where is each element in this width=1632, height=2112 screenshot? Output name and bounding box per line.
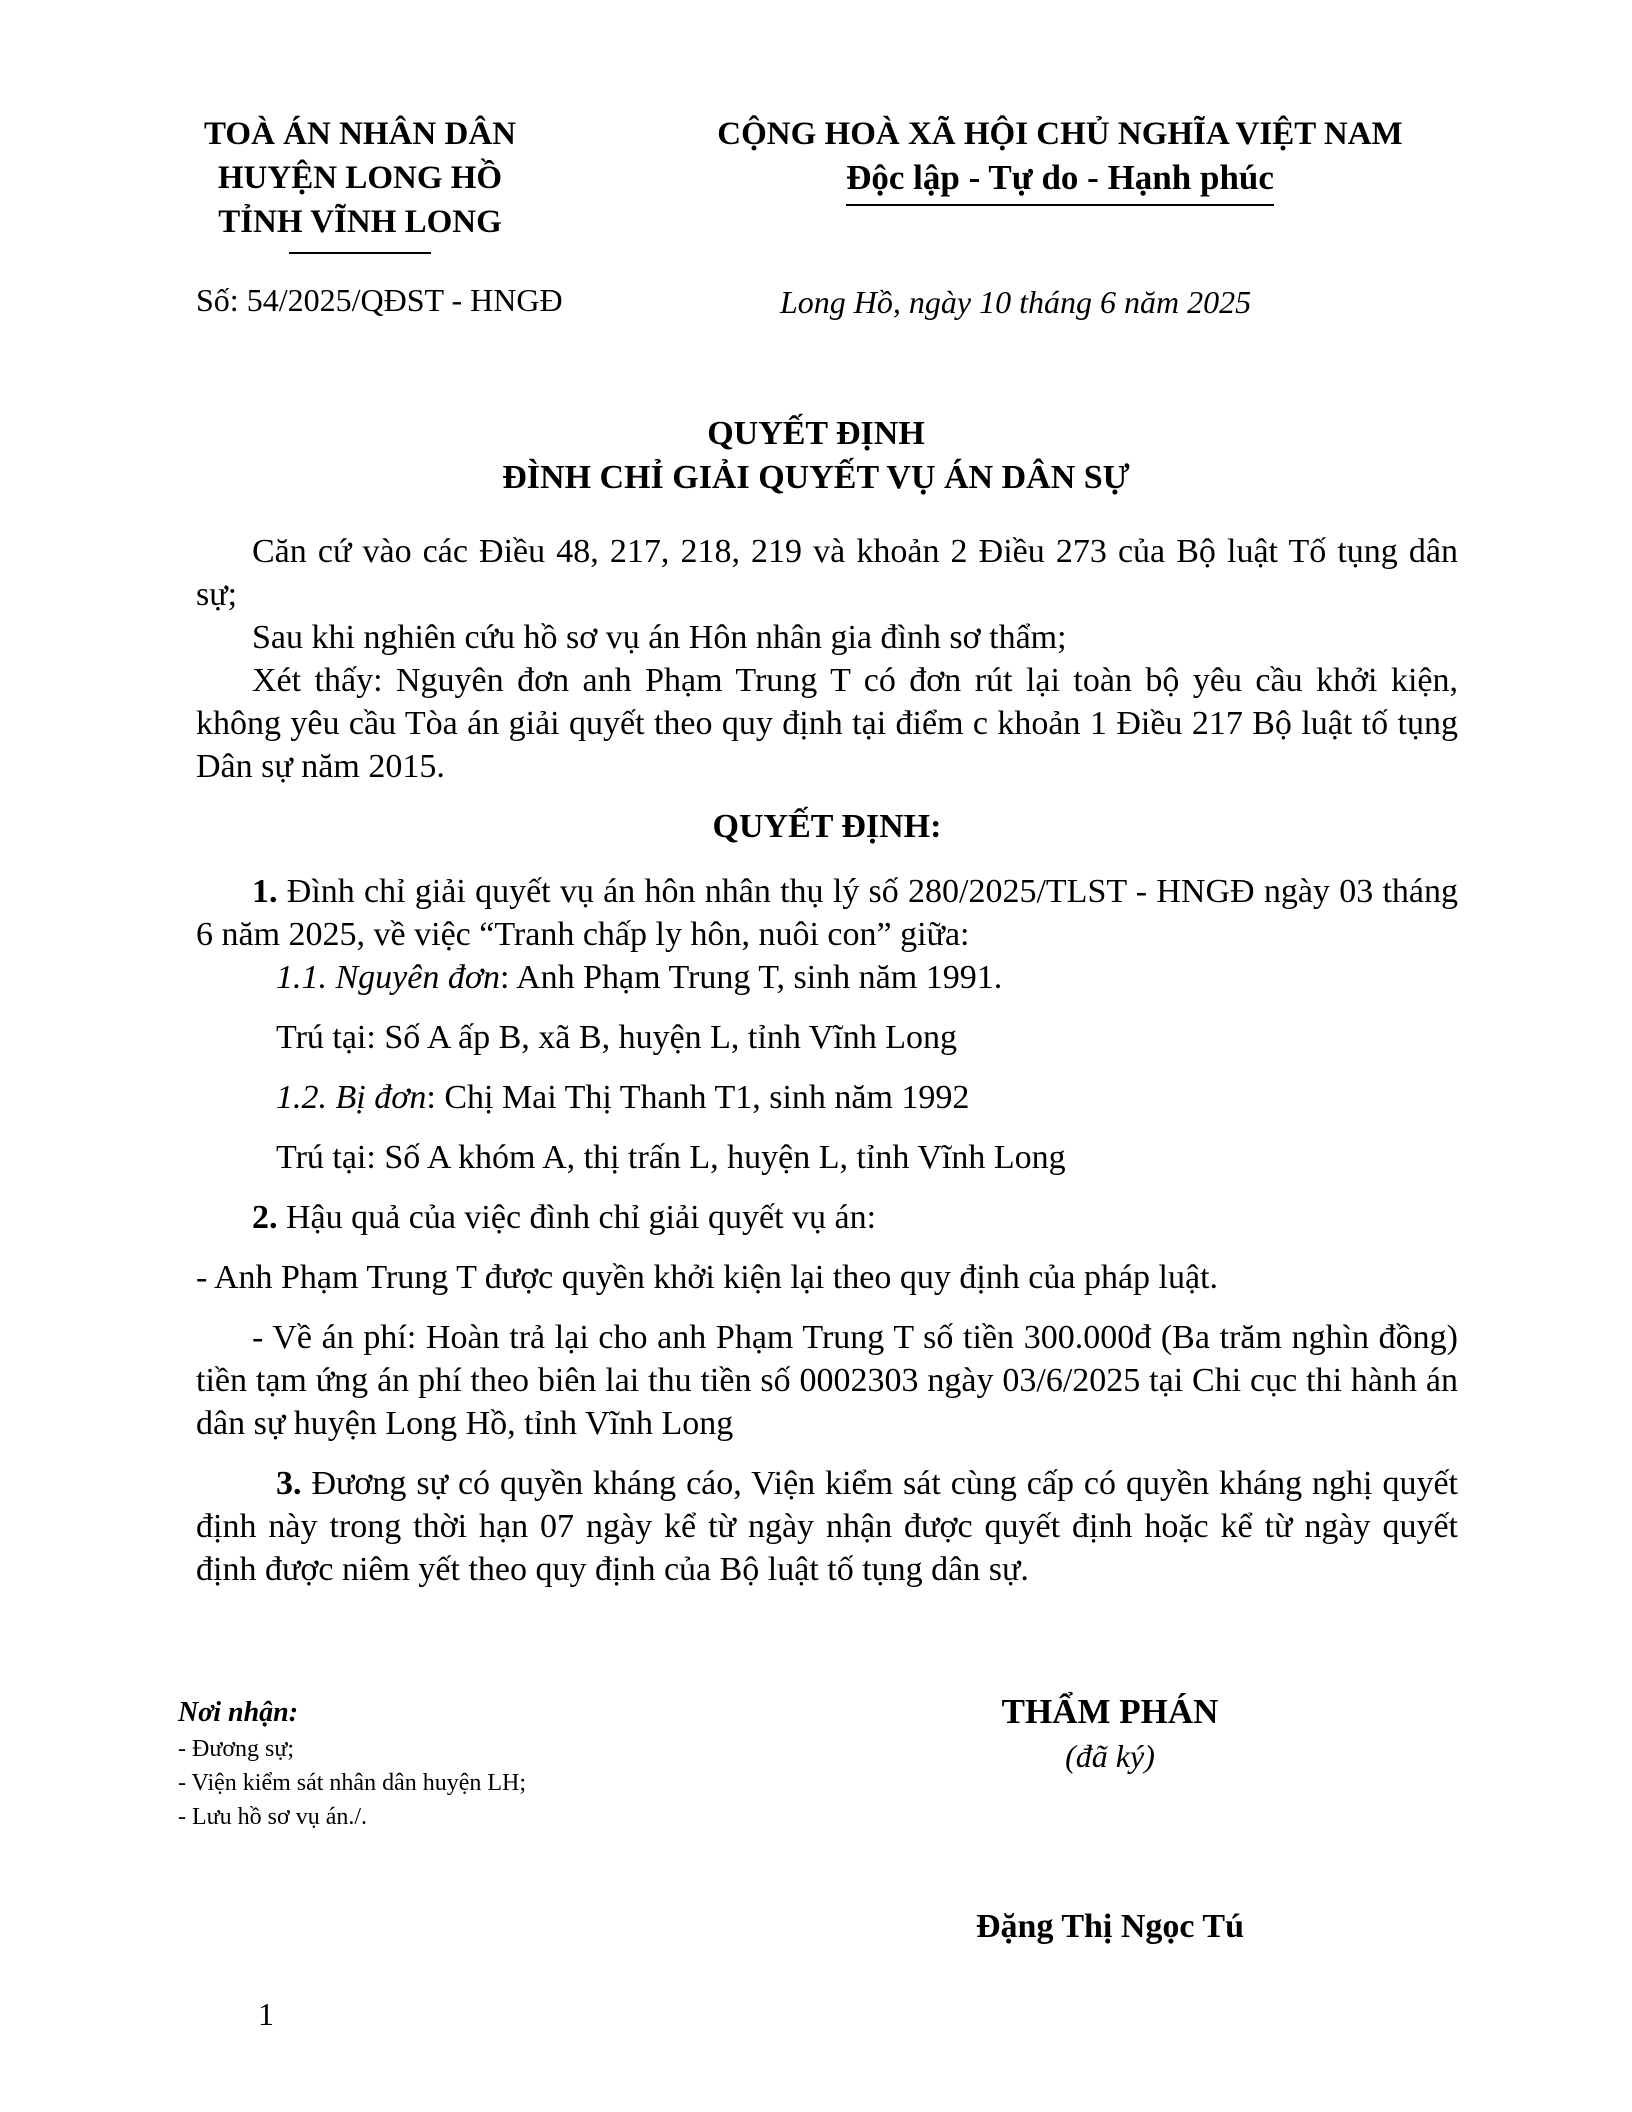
title-line-2: ĐÌNH CHỈ GIẢI QUYẾT VỤ ÁN DÂN SỰ [502,459,1130,496]
consequence-point-1: - Anh Phạm Trung T được quyền khởi kiện lại theo quy định của pháp luật. [196,1259,1219,1296]
recipient-item: - Viện kiểm sát nhân dân huyện LH; [178,1770,527,1796]
item-1-number: 1. [252,873,278,910]
document-date: Long Hồ, ngày 10 tháng 6 năm 2025 [780,284,1252,320]
signed-status: (đã ký) [1065,1738,1155,1774]
national-motto: Độc lập - Tự do - Hạnh phúc [846,156,1274,206]
recipient-item: - Đương sự; [178,1736,295,1762]
signer-role: THẨM PHÁN [1001,1692,1219,1731]
court-district-line: HUYỆN LONG HỒ [217,160,503,196]
header-divider [289,252,431,254]
court-header [160,112,560,254]
signer-name: Đặng Thị Ngọc Tú [976,1908,1244,1945]
recipients-block [178,1694,778,1834]
defendant-info: : Chị Mai Thị Thanh T1, sinh năm 1992 [426,1079,970,1116]
item-3-number: 3. [276,1465,302,1502]
page-number: 1 [258,1996,274,2032]
defendant-address: Trú tại: Số A khóm A, thị trấn L, huyện L, tỉnh Vĩnh Long [276,1139,1066,1176]
court-province-line: TỈNH VĨNH LONG [218,204,502,240]
title-line-1: QUYẾT ĐỊNH [707,415,925,452]
defendant-label: 1.2. Bị đơn [276,1079,427,1116]
decision-heading: QUYẾT ĐỊNH: [712,808,942,845]
recipient-item: - Lưu hồ sơ vụ án./. [178,1804,368,1830]
review-paragraph: Sau khi nghiên cứu hồ sơ vụ án Hôn nhân gia đình sơ thẩm; [252,619,1067,656]
document-title [0,412,1632,500]
defendant-line [196,1076,1458,1119]
court-name-line: TOÀ ÁN NHÂN DÂN [204,116,516,152]
plaintiff-info: : Anh Phạm Trung T, sinh năm 1991. [500,959,1003,996]
nation-name: CỘNG HOÀ XÃ HỘI CHỦ NGHĨA VIỆT NAM [717,116,1403,152]
plaintiff-label: 1.1. Nguyên đơn [276,959,501,996]
signature-block [880,1690,1340,1946]
item-2-number: 2. [252,1199,278,1236]
national-header [680,112,1440,206]
document-number: Số: 54/2025/QĐST - HNGĐ [196,282,563,318]
item-1-text: Đình chỉ giải quyết vụ án hôn nhân thụ lý số 280/2025/TLST - HNGĐ ngày 03 tháng 6 năm 2025, về việc “Tranh chấp ly hôn, nuôi con” giữa: [196,873,1458,953]
item-2-text: Hậu quả của việc đình chỉ giải quyết vụ án: [277,1199,877,1236]
plaintiff-address: Trú tại: Số A ấp B, xã B, huyện L, tỉnh Vĩnh Long [276,1019,957,1056]
decision-item-2 [196,1196,1458,1239]
document-body [196,530,1458,1608]
legal-basis-paragraph: Căn cứ vào các Điều 48, 217, 218, 219 và khoản 2 Điều 273 của Bộ luật Tố tụng dân sự; [196,533,1458,613]
recipients-label: Nơi nhận: [178,1697,299,1728]
plaintiff-line [196,956,1458,999]
consequence-point-2: - Về án phí: Hoàn trả lại cho anh Phạm Trung T số tiền 300.000đ (Ba trăm nghìn đồng) tiền tạm ứng án phí theo biên lai thu tiền số 0002303 ngày 03/6/2025 tại Chi cục thi hành án dân sự huyện Long Hồ, tỉnh Vĩnh Long [196,1319,1458,1442]
decision-item-1 [196,870,1458,956]
item-3-text: Đương sự có quyền kháng cáo, Viện kiểm sát cùng cấp có quyền kháng nghị quyết định này trong thời hạn 07 ngày kể từ ngày nhận được quyết định hoặc kể từ ngày quyết định được niêm yết theo quy định của Bộ luật tố tụng dân sự. [196,1465,1458,1588]
finding-paragraph: Xét thấy: Nguyên đơn anh Phạm Trung T có đơn rút lại toàn bộ yêu cầu khởi kiện, không yêu cầu Tòa án giải quyết theo quy định tại điểm c khoản 1 Điều 217 Bộ luật tố tụng Dân sự năm 2015. [196,662,1458,785]
decision-item-3 [196,1462,1458,1591]
